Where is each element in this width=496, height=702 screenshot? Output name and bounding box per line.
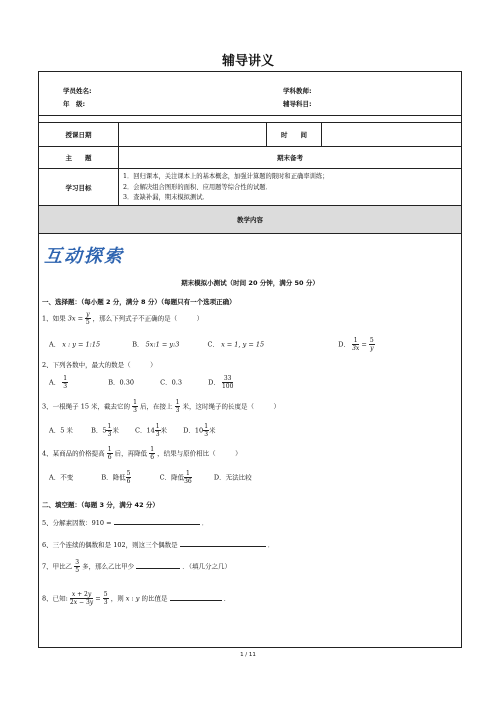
option-d: D． [208, 378, 220, 387]
option-b-value: 5x:1 = y:3 [145, 340, 180, 349]
fraction: $\frac{3}{5}$ [75, 559, 80, 574]
goals-label: 学习目标 [39, 169, 119, 205]
goals-row [39, 169, 461, 206]
part1-heading: 一、选择题：（每小题 2 分，满分 8 分）（每题只有一个选项正确） [42, 298, 236, 306]
content-label: 教学内容 [237, 216, 263, 224]
question-2: 2、下列各数中，最大的数是（ ） [42, 361, 157, 369]
q1-options: A． x : y = 1:15 B． 5x:1 = y:3 C． x = 1, y = 15 D． $\frac{1}{3x}$ = $\frac{5}{y}$ [49, 337, 374, 352]
answer-blank[interactable] [114, 518, 200, 525]
option-c-value: x = 1, y = 15 [221, 340, 265, 349]
q2-options [49, 375, 233, 390]
answer-blank[interactable] [180, 540, 266, 547]
question-7: 7、甲比乙 $\frac{3}{5}$ 多，那么乙比甲少 ．（填几分之几） [42, 559, 232, 574]
quiz-title: 期末模拟小测试（时间 20 分钟，满分 50 分） [181, 279, 319, 287]
part2-heading: 二、填空题：（每题 3 分，满分 42 分） [42, 501, 159, 509]
option-a-value: x : y = 1:15 [62, 340, 101, 349]
fraction: $\frac{y}{5}$ [85, 311, 90, 326]
q4-options [49, 470, 252, 485]
answer-blank[interactable] [136, 562, 180, 569]
content-header-row [39, 206, 461, 234]
lesson-table [38, 71, 462, 648]
fraction: $\frac{1}{3}$ [155, 423, 160, 438]
question-6: 6、三个连续的偶数和是 102，则这三个偶数是 ． [42, 541, 275, 549]
question-3: 3、一根绳子 15 米，截去它的 $\frac{1}{3}$ 后，在接上 $\frac{1}{3}$ 米，这时绳子的长度是（ ） [42, 399, 281, 414]
option-b: B． [132, 340, 144, 349]
fraction: $\frac{1}{3}$ [133, 399, 137, 414]
option-c: C．0.3 [160, 378, 182, 387]
fraction: $\frac{1}{3}$ [63, 375, 68, 390]
goal-item: 3．查缺补漏，期末模拟测试． [123, 194, 209, 202]
goals-list [123, 172, 329, 204]
goal-item: 1．回归课本，关注课本上的基本概念，加强计算题的限时和正确率训练； [123, 173, 329, 180]
question-1: 1、如果 3x = $\frac{y}{5}$ ，那么下列式子不正确的是（ ） [42, 311, 204, 326]
option-d: D． [338, 340, 350, 349]
fraction: $\frac{1}{3x}$ [352, 337, 360, 352]
option-a: A．不变 [49, 473, 74, 482]
teacher-label: 学科教师: [283, 87, 312, 95]
option-b: B．0.30̇ [108, 378, 135, 387]
goal-item: 2．会解决组合图形的面积、应用题等综合性的试题． [123, 183, 272, 191]
question-5: 5、分解素因数：910 = ． [42, 519, 209, 527]
fraction: $\frac{1}{36}$ [184, 470, 192, 485]
fraction: $\frac{5}{6}$ [126, 470, 131, 485]
section-banner: 互动探索 [44, 246, 124, 267]
topic-label: 主 题 [39, 146, 119, 168]
option-c: C．14 [134, 426, 155, 435]
answer-blank[interactable] [170, 594, 222, 601]
fraction: $\frac{1}{3}$ [107, 423, 112, 438]
grade-label: 年 级: [63, 100, 86, 108]
option-a: A．5 米 [49, 426, 73, 435]
option-a: A． [49, 340, 61, 349]
option-a: A． [49, 378, 61, 387]
fraction: $\frac{1}{6}$ [150, 446, 155, 461]
date-value[interactable] [119, 123, 267, 146]
fraction: $\frac{33}{100}$ [221, 375, 234, 390]
document-title: 辅导讲义 [221, 54, 274, 69]
option-b: B．5 [91, 426, 107, 435]
option-d: D．10 [183, 426, 204, 435]
fraction: $\frac{5}{y}$ [369, 337, 374, 352]
topic-row [39, 146, 461, 169]
page-number: 1 / 11 [240, 652, 256, 658]
option-c: C．降低 [159, 473, 185, 482]
q3-options: A．5 米 B．5 $\frac{1}{3}$ 米 C．14 $\frac{1}{3}$ 米 D．10 $\frac{1}{3}$ 米 [49, 423, 216, 438]
fraction: $\frac{5}{3}$ [103, 591, 108, 606]
time-label: 时 间 [267, 123, 322, 146]
fraction: $\frac{1}{6}$ [107, 446, 112, 461]
student-info-row [39, 72, 461, 116]
date-row [39, 122, 461, 147]
date-label: 授课日期 [39, 123, 119, 146]
student-name-label: 学员姓名: [63, 87, 92, 95]
option-b: B．降低 [101, 473, 126, 482]
topic-value: 期末备考 [277, 153, 303, 162]
question-8: 8、已知: $\frac{x + 2y}{2x - 3y}$ = $\frac{5}{3}$ ，则 x : y 的比值是 ． [42, 591, 231, 606]
question-4: 4、某商品的价格提高 $\frac{1}{6}$ 后，再降低 $\frac{1}{6}$ ，结果与原价相比（ ） [42, 446, 242, 461]
fraction: $\frac{1}{3}$ [175, 399, 180, 414]
option-d: D．无法比较 [213, 473, 252, 482]
fraction: $\frac{1}{3}$ [204, 423, 209, 438]
option-c: C． [207, 340, 219, 349]
fraction: $\frac{x + 2y}{2x - 3y}$ [69, 591, 94, 606]
subject-label: 辅导科目: [283, 100, 312, 108]
